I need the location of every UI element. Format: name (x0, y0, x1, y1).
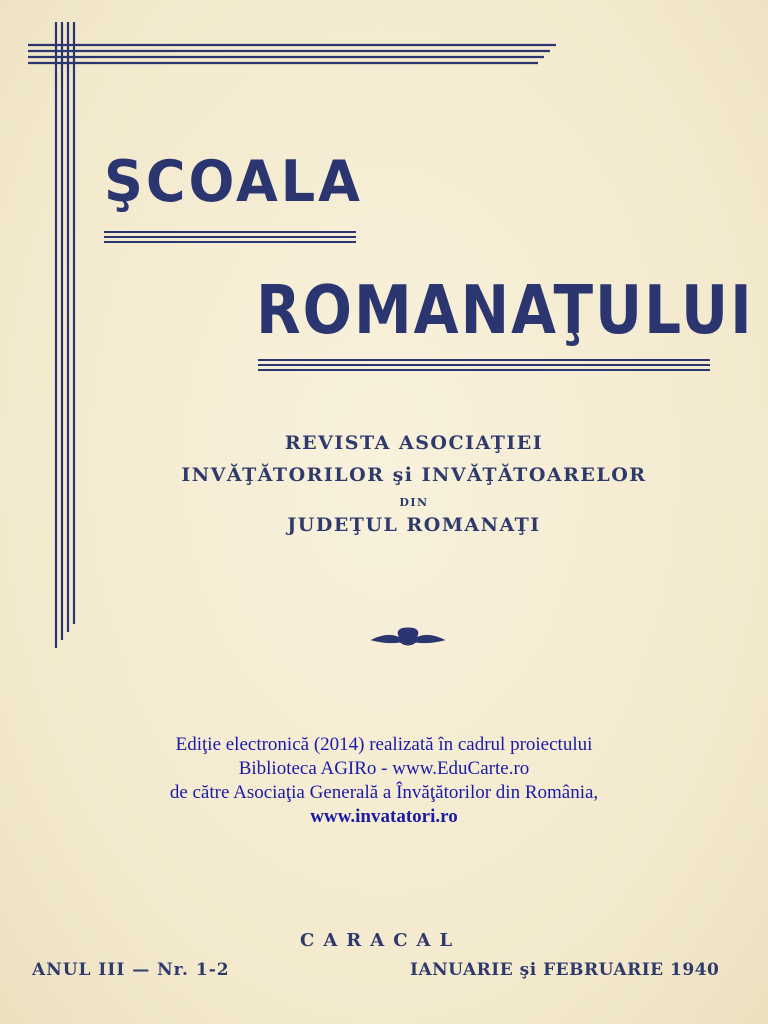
title2-rule (258, 360, 710, 370)
issue-number: ANUL III — Nr. 1-2 (32, 960, 230, 980)
title1-rule (104, 232, 356, 242)
edition-note-line3: de către Asociaţia Generală a Învăţătorilor din România, (169, 782, 599, 803)
edition-note-line2: Biblioteca AGIRo - www.EduCarte.ro (238, 758, 530, 779)
subtitle-line2: INVĂŢĂTORILOR şi INVĂŢĂTOARELOR (181, 464, 647, 486)
issue-date: IANUARIE şi FEBRUARIE 1940 (410, 960, 720, 980)
edition-note (0, 733, 768, 829)
floral-ornament-icon (372, 628, 444, 645)
subtitle-line4: JUDEŢUL ROMANAŢI (287, 514, 541, 536)
edition-note-line1: Ediţie electronică (2014) realizată în cadrul proiectului (175, 734, 593, 755)
magazine-title-line2: ROMANAŢULUI (256, 270, 754, 350)
edition-note-url[interactable]: www.invatatori.ro (310, 806, 458, 827)
subtitle-line1: REVISTA ASOCIAŢIEI (284, 432, 544, 454)
publication-city: CARACAL (300, 930, 462, 951)
magazine-title-line1: ŞCOALA (104, 148, 363, 215)
subtitle-line3: DIN (399, 496, 429, 509)
